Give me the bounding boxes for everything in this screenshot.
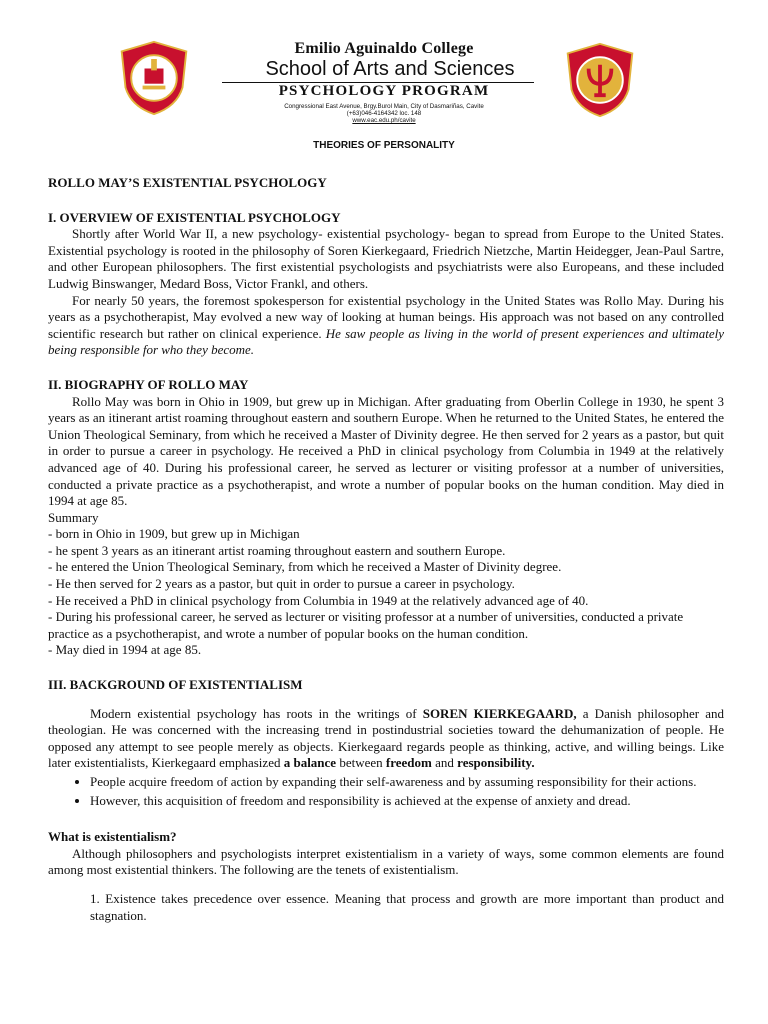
college-seal-left-icon xyxy=(116,40,192,116)
psychology-seal-right-icon xyxy=(562,42,638,118)
college-name: Emilio Aguinaldo College xyxy=(294,40,474,57)
summary-item: - he entered the Union Theological Seminary, from which he received a Master of Divinity degree. xyxy=(48,559,562,575)
list-item: • However, this acquisition of freedom and responsibility is achieved at the expense of anxiety and dread. xyxy=(90,793,724,810)
section-heading-background: III. BACKGROUND OF EXISTENTIALISM xyxy=(48,677,303,693)
phone: (+63)046-4164342 loc. 148 xyxy=(346,110,422,117)
summary-item: - He received a PhD in clinical psychology from Columbia in 1949 at the relatively advanced age of 40. xyxy=(48,592,589,608)
address: Congressional East Avenue, Brgy.Burol Main, City of Dasmariñas, Cavite xyxy=(284,103,484,110)
summary-item: - He then served for 2 years as a pastor, but quit in order to pursue a career in psychology. xyxy=(48,576,515,592)
section-heading-what-is: What is existentialism? xyxy=(48,829,177,845)
school-name: School of Arts and Sciences xyxy=(265,58,515,80)
bullet-list xyxy=(48,774,724,809)
paragraph: Modern existential psychology has roots in the writings of SOREN KIERKEGAARD, a Danish philosopher and theologian. He was concerned with the increasing trend in postindustrial societies toward the dehumanization of people. He opposed any attempt to see people merely as objects. Kierkegaard regards people as thinking, active, and willing beings. Like later existentialists, Kierkegaard emphasized a balance between freedom and responsibility. xyxy=(48,705,724,771)
list-item: 1. Existence takes precedence over essence. Meaning that process and growth are more important than product and stagnation. xyxy=(90,890,724,923)
summary-item: - born in Ohio in 1909, but grew up in Michigan xyxy=(48,526,300,542)
paragraph-italic: He saw people as living in the world of present experiences and ultimately being responsible for who they become. xyxy=(48,325,724,358)
program-name: PSYCHOLOGY PROGRAM xyxy=(278,83,490,99)
summary-label: Summary xyxy=(48,509,99,525)
list-item: • People acquire freedom of action by expanding their self-awareness and by assuming responsibility for their actions. xyxy=(90,774,724,791)
section-heading-biography: II. BIOGRAPHY OF ROLLO MAY xyxy=(48,376,249,392)
main-title: ROLLO MAY’S EXISTENTIAL PSYCHOLOGY xyxy=(48,175,327,190)
paragraph: Shortly after World War II, a new psychology- existential psychology- began to spread from Europe to the United States. Existential psychology is rooted in the philosophy of Soren Kierkegaard, Friedrich Nietzche, Martin Heidegger, Jean-Paul Sartre, and other European philosophers. The first existential psychologists and psychiatrists were also Europeans, and these included Ludwig Binswanger, Medard Boss, Victor Frankl, and others. xyxy=(48,226,724,291)
document-title: THEORIES OF PERSONALITY xyxy=(313,140,455,151)
document-body xyxy=(48,175,724,924)
summary-item: - During his professional career, he served as lecturer or visiting professor at a number of universities, conducted a private practice as a psychotherapist, and wrote a number of popular books on the human condition. xyxy=(48,609,684,641)
summary-item: - he spent 3 years as an itinerant artist roaming throughout eastern and southern Europe. xyxy=(48,542,506,558)
summary-item: - May died in 1994 at age 85. xyxy=(48,642,202,658)
paragraph xyxy=(48,293,724,359)
website-link[interactable]: www.eac.edu.ph/cavite xyxy=(352,117,416,124)
paragraph: Although philosophers and psychologists interpret existentialism in a variety of ways, some common elements are found among most existential thinkers. The following are the tenets of existentialism. xyxy=(48,845,724,878)
paragraph: Rollo May was born in Ohio in 1909, but grew up in Michigan. After graduating from Oberlin College in 1930, he spent 3 years as an itinerant artist roaming throughout eastern and southern Europe. When he returned to the United States, he entered the Union Theological Seminary, from which he received a Master of Divinity degree. He then served for 2 years as a pastor, but quit in order to pursue a career in psychology. He received a PhD in clinical psychology from Columbia in 1949 at the relatively advanced age of 40. During his professional career, he served as lecturer or visiting professor at a number of universities, conducted a private practice as a psychotherapist, and wrote a number of popular books on the human condition. May died in 1994 at age 85. xyxy=(48,393,724,509)
paragraph-text: For nearly 50 years, the foremost spokesperson for existential psychology in the United States was Rollo May. During his years as a psychotherapist, May evolved a new way of looking at human beings. His approach was not based on any controlled scientific research but rather on clinical experience. xyxy=(48,292,724,341)
section-heading-overview: I. OVERVIEW OF EXISTENTIAL PSYCHOLOGY xyxy=(48,209,341,225)
